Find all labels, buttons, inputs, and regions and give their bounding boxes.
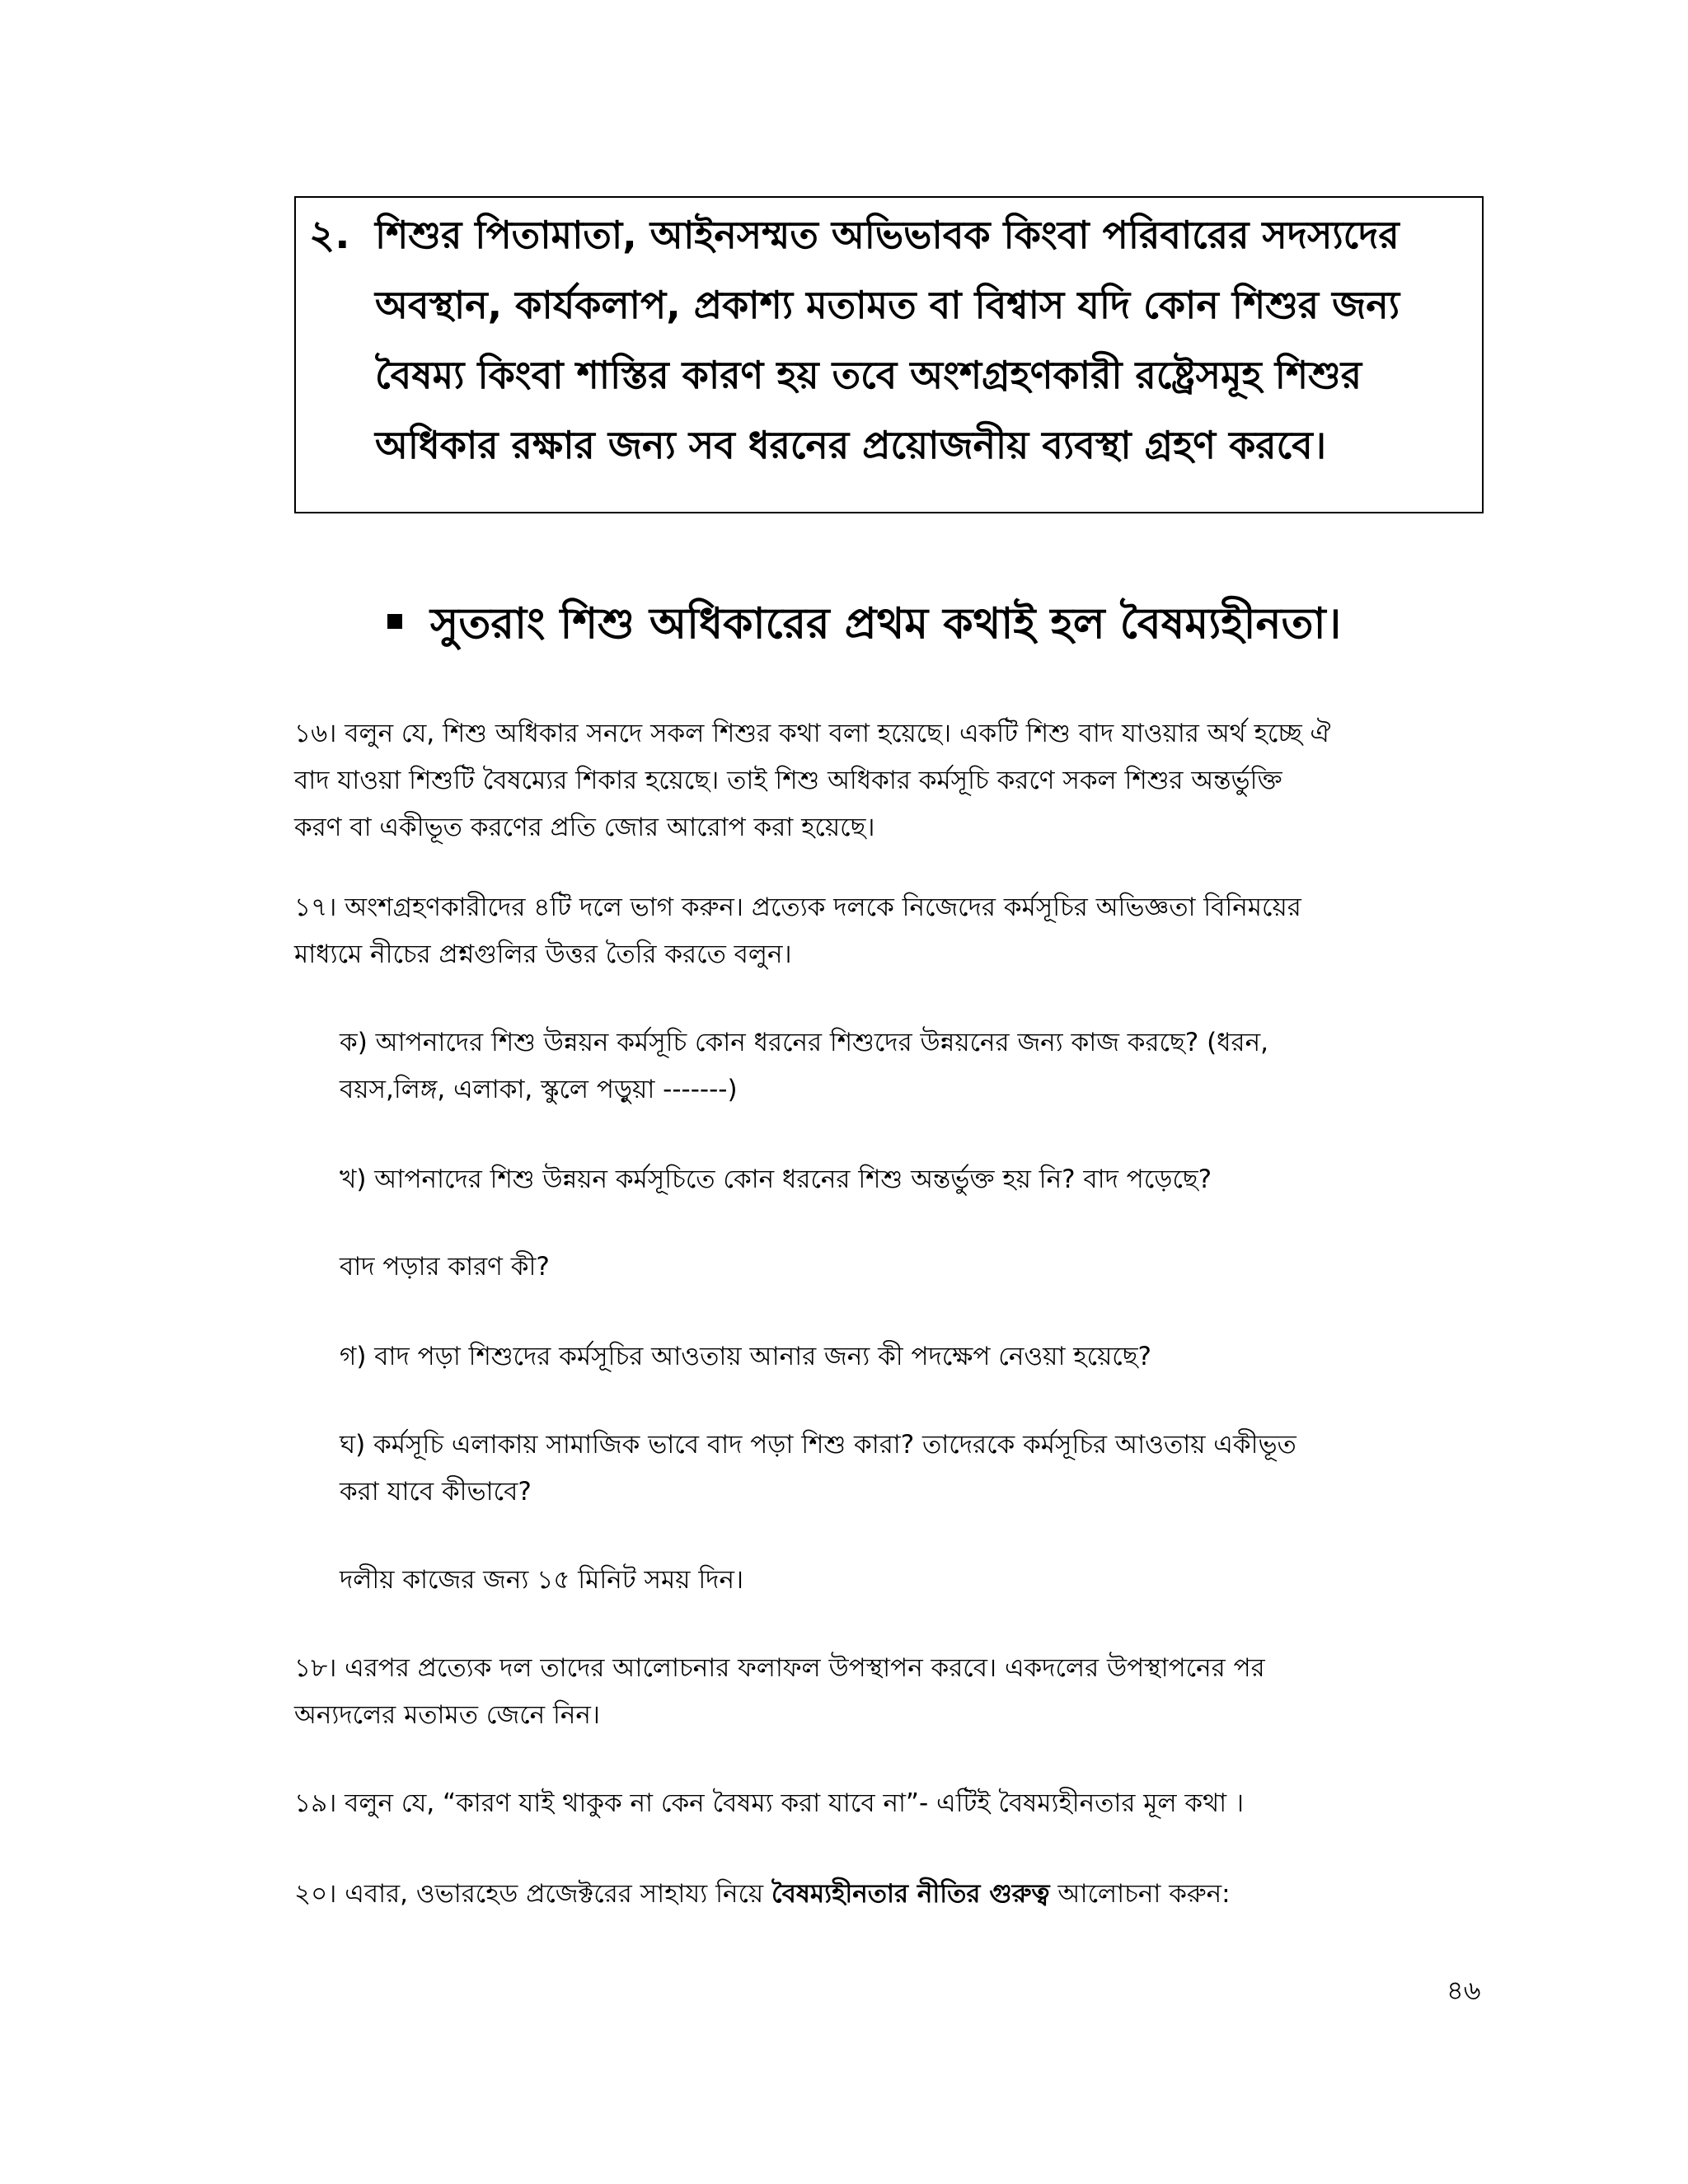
step-19: ১৯। বলুন যে, “কারণ যাই থাকুক না কেন বৈষম্য করা যাবে না”- এটিই বৈষম্যহীনতার মূল কথা । — [294, 1788, 1245, 1818]
square-bullet-icon — [387, 614, 402, 629]
step-20-bold-topic: বৈষম্যহীনতার নীতির গুরুত্ব — [771, 1879, 1050, 1909]
question-ka-line-2: বয়স,লিঙ্গ, এলাকা, স্কুলে পড়ুয়া -------) — [340, 1075, 738, 1104]
article-line-3: বৈষম্য কিংবা শাস্তির কারণ হয় তবে অংশগ্রহণকারী রষ্ট্রেসমূহ শিশুর — [375, 353, 1362, 397]
article-line-2: অবস্থান, কার্যকলাপ, প্রকাশ্য মতামত বা বিশ্বাস যদি কোন শিশুর জন্য — [375, 283, 1400, 327]
article-line-1: শিশুর পিতামাতা, আইনসম্মত অভিভাবক কিংবা পরিবারের সদস্যদের — [375, 213, 1400, 257]
step-16-line-3: করণ বা একীভূত করণের প্রতি জোর আরোপ করা হয়েছে। — [294, 813, 875, 842]
step-17-line-1: ১৭। অংশগ্রহণকারীদের ৪টি দলে ভাগ করুন। প্রত্যেক দলকে নিজেদের কর্মসূচির অভিজ্ঞতা বিনিময়ের — [294, 893, 1301, 922]
step-16-line-1: ১৬। বলুন যে, শিশু অধিকার সনদে সকল শিশুর কথা বলা হয়েছে। একটি শিশু বাদ যাওয়ার অর্থ হচ্ছে ঐ — [294, 719, 1331, 748]
step-18-line-1: ১৮। এরপর প্রত্যেক দল তাদের আলোচনার ফলাফল উপস্থাপন করবে। একদলের উপস্থাপনের পর — [294, 1653, 1265, 1683]
article-number: ২. — [309, 212, 350, 258]
question-gha-line-1: ঘ) কর্মসূচি এলাকায় সামাজিক ভাবে বাদ পড়া শিশু কারা? তাদেরকে কর্মসূচির আওতায় একীভূত — [340, 1430, 1296, 1460]
page-number: ৪৬ — [1447, 1975, 1481, 2006]
question-kha-reason: বাদ পড়ার কারণ কী? — [340, 1252, 550, 1282]
group-work-time: দলীয় কাজের জন্য ১৫ মিনিট সময় দিন। — [340, 1565, 744, 1595]
step-20-text: ২০। এবার, ওভারহেড প্রজেক্টরের সাহায্য নিয়ে — [294, 1879, 772, 1909]
step-17-line-2: মাধ্যমে নীচের প্রশ্নগুলির উত্তর তৈরি করতে বলুন। — [294, 940, 792, 969]
question-kha: খ) আপনাদের শিশু উন্নয়ন কর্মসূচিতে কোন ধরনের শিশু অন্তর্ভুক্ত হয় নি? বাদ পড়েছে? — [340, 1165, 1212, 1194]
question-ga: গ) বাদ পড়া শিশুদের কর্মসূচির আওতায় আনার জন্য কী পদক্ষেপ নেওয়া হয়েছে? — [340, 1342, 1151, 1371]
step-18-line-2: অন্যদলের মতামত জেনে নিন। — [294, 1700, 600, 1730]
step-16-line-2: বাদ যাওয়া শিশুটি বৈষম্যের শিকার হয়েছে। তাই শিশু অধিকার কর্মসূচি করণে সকল শিশুর অন্তর্ভুক্তি — [294, 766, 1282, 795]
step-20-text-end: আলোচনা করুন: — [1049, 1879, 1231, 1909]
question-gha-line-2: করা যাবে কীভাবে? — [340, 1477, 532, 1507]
key-statement-text: সুতরাং শিশু অধিকারের প্রথম কথাই হল বৈষম্যহীনতা। — [430, 599, 1342, 649]
article-line-4: অধিকার রক্ষার জন্য সব ধরনের প্রয়োজনীয় ব্যবস্থা গ্রহণ করবে। — [375, 423, 1327, 467]
key-statement — [387, 587, 1341, 661]
step-20 — [294, 1871, 1231, 1918]
question-ka-line-1: ক) আপনাদের শিশু উন্নয়ন কর্মসূচি কোন ধরনের শিশুদের উন্নয়নের জন্য কাজ করছে? (ধরন, — [340, 1028, 1268, 1057]
